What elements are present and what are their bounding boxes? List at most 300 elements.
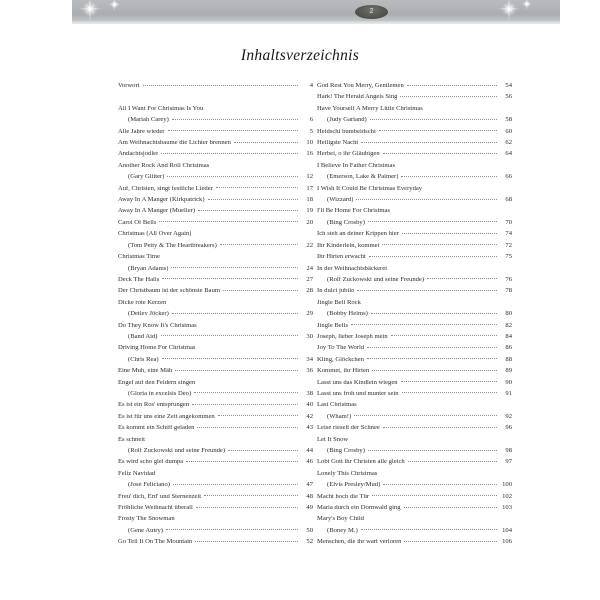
- toc-entry-page-number: 84: [505, 333, 512, 340]
- toc-entry-page-number: 103: [502, 505, 512, 512]
- toc-entry-title: (Gary Glitter): [128, 174, 165, 181]
- toc-entry[interactable]: [317, 505, 512, 516]
- toc-leader-dots: [400, 96, 497, 97]
- toc-entry[interactable]: [317, 288, 512, 299]
- toc-entry-title: (Detlev Jöcker): [128, 311, 169, 318]
- toc-entry-page-number: 72: [505, 242, 512, 249]
- toc-leader-dots: [354, 415, 497, 416]
- page-number-badge: 2: [355, 5, 388, 19]
- toc-entry[interactable]: [317, 186, 512, 197]
- toc-entry-title: Let It Snow: [317, 436, 349, 443]
- toc-entry-title: Another Rock And Roll Christmas: [118, 162, 210, 169]
- toc-entry-page-number: 98: [505, 448, 512, 454]
- toc-entry[interactable]: [118, 334, 313, 345]
- toc-entry[interactable]: [317, 117, 512, 128]
- toc-entry-title: (Mariah Carey): [128, 117, 169, 124]
- toc-entry[interactable]: [118, 220, 313, 231]
- toc-entry-title: Ich steh an deiner Krippen hier: [317, 231, 399, 238]
- toc-entry-page-number: 36: [306, 368, 313, 375]
- toc-leader-dots: [223, 290, 298, 291]
- toc-entry[interactable]: [317, 266, 512, 277]
- toc-entry[interactable]: [118, 186, 313, 197]
- toc-entry[interactable]: [317, 311, 512, 322]
- star-ray: [78, 8, 102, 9]
- toc-entry-title: I Wish It Could Be Christmas Everyday: [317, 185, 423, 192]
- toc-leader-dots: [172, 313, 298, 314]
- toc-entry-page-number: 78: [505, 288, 512, 295]
- toc-leader-dots: [186, 461, 298, 462]
- toc-entry-page-number: 64: [505, 151, 512, 158]
- toc-entry[interactable]: [317, 151, 512, 162]
- toc-leader-dots: [367, 347, 497, 348]
- toc-entry-title: Last Christmas: [317, 402, 357, 409]
- toc-leader-dots: [161, 335, 299, 336]
- toc-entry-title: (Bing Crosby): [327, 448, 365, 454]
- toc-entry-page-number: 34: [306, 356, 313, 363]
- toc-entry-title: Christmas Time: [118, 254, 160, 261]
- toc-entry-title: Lobt Gott ihr Christen alle gleich: [317, 459, 405, 466]
- toc-leader-dots: [357, 290, 497, 291]
- toc-leader-dots: [372, 495, 497, 496]
- page-title: Inhaltsverzeichnis: [240, 47, 360, 64]
- toc-entry-page-number: 92: [505, 413, 512, 420]
- toc-entry-page-number: 48: [306, 493, 313, 500]
- toc-leader-dots: [379, 130, 497, 131]
- toc-leader-dots: [171, 267, 298, 268]
- toc-leader-dots: [351, 324, 497, 325]
- toc-entry[interactable]: [317, 208, 512, 219]
- toc-entry-page-number: 62: [505, 140, 512, 147]
- toc-entry-title: Menschen, die ihr wart verloren: [317, 539, 402, 546]
- toc-entry-title: (Bing Crosby): [327, 219, 365, 226]
- toc-entry-page-number: 86: [505, 345, 512, 352]
- toc-entry[interactable]: [317, 220, 512, 231]
- toc-leader-dots: [369, 256, 497, 257]
- toc-entry-title: Kommet, ihr Hirten: [317, 368, 370, 375]
- toc-entry[interactable]: [317, 277, 512, 288]
- toc-entry-title: (Gloria in excelsis Deo): [128, 390, 192, 397]
- toc-entry[interactable]: [317, 231, 512, 242]
- toc-entry-title: (Wizzard): [327, 197, 354, 204]
- toc-entry-title: (José Feliciano): [128, 482, 170, 489]
- toc-entry[interactable]: [317, 357, 512, 368]
- toc-entry-page-number: 38: [306, 390, 313, 397]
- toc-leader-dots: [401, 176, 497, 177]
- toc-entry-title: (Rolf Zuckowski und seine Freunde): [327, 276, 425, 283]
- toc-entry-title: Deck The Halls: [118, 276, 160, 283]
- toc-entry[interactable]: [118, 516, 313, 527]
- toc-entry[interactable]: [317, 528, 512, 539]
- star-ray: [89, 0, 90, 22]
- toc-leader-dots: [234, 142, 298, 143]
- toc-entry[interactable]: [118, 243, 313, 254]
- toc-entry-page-number: 50: [306, 527, 313, 534]
- star-ray: [504, 4, 514, 14]
- toc-entry-title: Mary's Boy Child: [317, 516, 364, 523]
- toc-entry-title: Lasst uns das Kindlein wiegen: [317, 379, 398, 386]
- toc-entry-title: In dulci jubilo: [317, 288, 355, 295]
- toc-entry-title: Joseph, lieber Joseph mein: [317, 333, 388, 340]
- toc-leader-dots: [161, 153, 298, 154]
- toc-leader-dots: [196, 507, 298, 508]
- star-burst-left-small-icon: [108, 0, 121, 11]
- toc-entry[interactable]: [317, 106, 512, 117]
- toc-entry-title: Heiligste Nacht: [317, 140, 359, 147]
- toc-entry-title: Es ist ein Ros' entsprungen: [118, 402, 190, 409]
- toc-entry-page-number: 27: [306, 276, 313, 283]
- toc-leader-dots: [228, 450, 298, 451]
- toc-entry-page-number: 19: [306, 208, 313, 215]
- toc-leader-dots: [216, 187, 298, 188]
- toc-entry-title: Away In A Manger (Mueller): [118, 208, 196, 215]
- toc-entry-page-number: 10: [306, 140, 313, 147]
- toc-leader-dots: [370, 119, 497, 120]
- toc-entry-title: Kling, Glöckchen: [317, 356, 364, 363]
- star-ray: [111, 1, 117, 7]
- toc-entry[interactable]: [118, 494, 313, 505]
- toc-entry-title: Macht hoch die Tür: [317, 493, 370, 500]
- toc-entry[interactable]: [317, 368, 512, 379]
- toc-entry[interactable]: [317, 516, 512, 527]
- toc-entry-page-number: 42: [306, 413, 313, 420]
- toc-entry[interactable]: [118, 106, 313, 117]
- star-burst-right-large-icon: [497, 0, 521, 21]
- header-banner: [72, 0, 560, 24]
- toc-entry-page-number: 17: [306, 185, 313, 192]
- toc-entry[interactable]: [118, 163, 313, 174]
- toc-entry-page-number: 56: [505, 94, 512, 101]
- toc-entry-page-number: 89: [505, 368, 512, 375]
- toc-leader-dots: [172, 119, 298, 120]
- toc-entry[interactable]: [317, 243, 512, 254]
- toc-entry-page-number: 80: [505, 311, 512, 318]
- toc-entry-page-number: 90: [505, 379, 512, 386]
- toc-leader-dots: [208, 199, 298, 200]
- toc-entry-page-number: 104: [502, 527, 512, 534]
- toc-leader-dots: [159, 221, 298, 222]
- star-glow: [502, 2, 517, 17]
- toc-leader-dots: [194, 392, 298, 393]
- toc-entry[interactable]: [118, 368, 313, 379]
- toc-entry[interactable]: [118, 254, 313, 265]
- toc-entry[interactable]: [118, 208, 313, 219]
- toc-entry[interactable]: [317, 494, 512, 505]
- toc-entry-page-number: 40: [306, 402, 313, 409]
- toc-entry-page-number: 44: [306, 448, 313, 454]
- toc-entry[interactable]: [317, 402, 512, 413]
- toc-entry-title: (Bryan Adams): [128, 265, 169, 272]
- toc-entry-title: Leise rieselt der Schnee: [317, 425, 380, 432]
- toc-leader-dots: [391, 335, 497, 336]
- toc-entry-page-number: 20: [306, 219, 313, 226]
- toc-leader-dots: [162, 358, 298, 359]
- toc-entry[interactable]: [118, 528, 313, 539]
- toc-entry[interactable]: [118, 129, 313, 140]
- toc-entry-page-number: 30: [306, 333, 313, 340]
- toc-entry-title: Maria durch ein Dornwald ging: [317, 505, 401, 512]
- toc-entry-page-number: 18: [306, 197, 313, 204]
- toc-entry[interactable]: [317, 83, 512, 94]
- star-burst-left-large-icon: [77, 0, 103, 22]
- toc-entry-page-number: 54: [505, 83, 512, 89]
- toc-entry-page-number: 5: [309, 128, 313, 135]
- toc-entry-title: (Emerson, Lake & Palmer): [327, 174, 399, 181]
- toc-entry-title: (Bobby Helms): [327, 311, 368, 318]
- toc-entry-title: Eine Muh, eine Mäh: [118, 368, 173, 375]
- toc-entry[interactable]: [118, 197, 313, 208]
- toc-entry[interactable]: [317, 539, 512, 550]
- toc-entry-title: (Chris Rea): [128, 356, 159, 363]
- toc-entry-title: (Rolf Zuckowski und seine Freunde): [128, 448, 226, 454]
- toc-entry-title: (Gene Autry): [128, 527, 163, 534]
- toc-entry-title: Andachtsjodler: [118, 151, 159, 158]
- toc-entry[interactable]: [317, 345, 512, 356]
- toc-leader-dots: [175, 370, 298, 371]
- toc-entry[interactable]: [317, 425, 512, 436]
- toc-leader-dots: [372, 370, 497, 371]
- toc-entry-title: I'll Be Home For Christmas: [317, 208, 390, 215]
- toc-leader-dots: [143, 85, 299, 86]
- toc-entry-title: (Band Aid): [128, 333, 158, 340]
- star-ray: [504, 4, 514, 14]
- toc-leader-dots: [204, 495, 298, 496]
- toc-entry[interactable]: [118, 414, 313, 425]
- toc-entry-page-number: 82: [505, 322, 512, 329]
- toc-leader-dots: [167, 176, 298, 177]
- star-ray: [108, 3, 120, 4]
- toc-leader-dots: [220, 244, 298, 245]
- toc-entry-title: Auf, Christen, singt festliche Lieder: [118, 185, 213, 192]
- toc-entry[interactable]: [317, 129, 512, 140]
- toc-entry[interactable]: [317, 482, 512, 493]
- toc-leader-dots: [198, 210, 298, 211]
- toc-entry-title: Fröhliche Weihnacht überall: [118, 505, 193, 512]
- toc-entry[interactable]: [317, 323, 512, 334]
- toc-entry-page-number: 58: [505, 117, 512, 124]
- toc-leader-dots: [382, 244, 497, 245]
- toc-entry-title: Do They Know It's Christmas: [118, 322, 197, 329]
- toc-leader-dots: [361, 142, 497, 143]
- toc-leader-dots: [371, 313, 497, 314]
- star-glow: [523, 0, 530, 7]
- toc-entry-page-number: 4: [309, 83, 313, 89]
- star-glow: [110, 0, 118, 8]
- toc-entry-title: God Rest You Merry, Gentlemen: [317, 83, 404, 89]
- toc-entry-title: Es kommt ein Schiff geladen: [118, 425, 195, 432]
- toc-entry-title: Es wird scho glei dumpa: [118, 459, 184, 466]
- toc-leader-dots: [368, 221, 497, 222]
- toc-entry-page-number: 102: [502, 493, 512, 500]
- toc-leader-dots: [218, 415, 298, 416]
- toc-column-left: [118, 83, 313, 583]
- toc-entry-title: Hark! The Herald Angels Sing: [317, 94, 398, 101]
- toc-leader-dots: [197, 427, 298, 428]
- toc-entry-page-number: 97: [505, 459, 512, 466]
- toc-entry-title: (Wham!): [327, 413, 352, 420]
- toc-entry[interactable]: [118, 345, 313, 356]
- toc-entry[interactable]: [317, 380, 512, 391]
- toc-entry-title: Feliz Navidad: [118, 470, 156, 477]
- toc-entry-title: (Boney M.): [327, 527, 358, 534]
- table-of-contents: [0, 83, 600, 583]
- toc-entry-title: Freu' dich, Erd' und Sternenzelt: [118, 493, 202, 500]
- toc-leader-dots: [404, 507, 498, 508]
- toc-entry[interactable]: [317, 448, 512, 459]
- toc-entry[interactable]: [118, 391, 313, 402]
- toc-entry-title: Engel auf den Feldern singen: [118, 379, 196, 386]
- toc-entry[interactable]: [118, 151, 313, 162]
- star-burst-right-small-icon: [521, 0, 533, 10]
- toc-leader-dots: [402, 233, 497, 234]
- toc-entry-title: Jingle Bells: [317, 322, 348, 329]
- star-ray: [526, 0, 527, 10]
- toc-entry[interactable]: [317, 197, 512, 208]
- star-ray: [113, 0, 114, 11]
- toc-entry-page-number: 49: [306, 505, 313, 512]
- toc-entry-page-number: 106: [502, 539, 512, 546]
- toc-entry-page-number: 74: [505, 231, 512, 238]
- toc-entry[interactable]: [118, 311, 313, 322]
- toc-entry[interactable]: [317, 437, 512, 448]
- toc-entry-title: Dicke rote Kerzen: [118, 299, 167, 306]
- toc-leader-dots: [162, 278, 298, 279]
- toc-entry-title: Alle Jahre wieder: [118, 128, 165, 135]
- toc-entry-title: Have Yourself A Merry Little Christmas: [317, 105, 423, 112]
- toc-entry-title: Christmas (All Over Again): [118, 231, 192, 238]
- toc-entry[interactable]: [118, 448, 313, 459]
- toc-entry-title: I Believe In Father Christmas: [317, 162, 396, 169]
- toc-leader-dots: [401, 381, 497, 382]
- toc-entry-title: (Judy Garland): [327, 117, 367, 124]
- toc-entry-title: All I Want For Christmas Is You: [118, 105, 204, 112]
- toc-entry[interactable]: [118, 83, 313, 94]
- toc-entry-page-number: 6: [309, 117, 313, 124]
- toc-entry-title: (Elvis Presley/Mud): [327, 482, 381, 489]
- toc-column-right: [317, 83, 512, 583]
- toc-entry-page-number: 43: [306, 425, 313, 432]
- toc-entry[interactable]: [317, 414, 512, 425]
- toc-leader-dots: [173, 484, 298, 485]
- toc-spacer: [118, 94, 313, 105]
- toc-entry-page-number: 12: [306, 174, 313, 181]
- toc-entry-page-number: 91: [505, 390, 512, 397]
- toc-entry[interactable]: [317, 140, 512, 151]
- toc-entry[interactable]: [317, 163, 512, 174]
- toc-entry-page-number: 88: [505, 356, 512, 363]
- toc-entry[interactable]: [118, 459, 313, 470]
- toc-entry-title: Es schneit: [118, 436, 145, 443]
- toc-entry-title: Herbei, o ihr Gläubigen: [317, 151, 380, 158]
- toc-entry[interactable]: [118, 505, 313, 516]
- toc-entry-page-number: 46: [306, 459, 313, 466]
- toc-entry-title: Lonely This Christmas: [317, 470, 378, 477]
- toc-leader-dots: [168, 130, 298, 131]
- toc-entry-title: Away In A Manger (Kirkpatrick): [118, 197, 205, 204]
- toc-entry[interactable]: [118, 482, 313, 493]
- toc-entry[interactable]: [118, 140, 313, 151]
- toc-entry[interactable]: [118, 323, 313, 334]
- toc-entry-page-number: 47: [306, 482, 313, 489]
- toc-leader-dots: [356, 199, 497, 200]
- toc-entry[interactable]: [118, 288, 313, 299]
- toc-leader-dots: [166, 529, 298, 530]
- toc-entry[interactable]: [118, 174, 313, 185]
- toc-entry-title: Am Weihnachtsbaume die Lichter brennen: [118, 140, 231, 147]
- toc-entry-page-number: 96: [505, 425, 512, 432]
- toc-entry-page-number: 60: [505, 128, 512, 135]
- toc-entry[interactable]: [118, 277, 313, 288]
- toc-entry-title: Es ist für uns eine Zeit angekommen: [118, 413, 215, 420]
- star-ray: [85, 4, 96, 15]
- toc-entry[interactable]: [118, 117, 313, 128]
- toc-entry[interactable]: [118, 266, 313, 277]
- toc-entry-title: Driving Home For Christmas: [118, 345, 196, 352]
- toc-leader-dots: [408, 461, 497, 462]
- toc-leader-dots: [383, 484, 497, 485]
- toc-entry[interactable]: [317, 334, 512, 345]
- toc-entry-title: Joy To The World: [317, 345, 365, 352]
- toc-entry-page-number: 66: [505, 174, 512, 181]
- toc-leader-dots: [195, 541, 298, 542]
- toc-entry-page-number: 52: [306, 539, 313, 546]
- star-ray: [524, 1, 529, 6]
- toc-entry[interactable]: [317, 174, 512, 185]
- toc-entry-title: Frosty The Snowman: [118, 516, 175, 523]
- toc-entry[interactable]: [118, 539, 313, 550]
- toc-entry[interactable]: [118, 357, 313, 368]
- toc-leader-dots: [402, 392, 498, 393]
- toc-entry-page-number: 29: [306, 311, 313, 318]
- toc-leader-dots: [192, 404, 298, 405]
- toc-entry[interactable]: [118, 231, 313, 242]
- toc-entry-page-number: 28: [306, 288, 313, 295]
- toc-entry-title: (Tom Petty & The Heartbreakers): [128, 242, 217, 249]
- toc-entry[interactable]: [118, 402, 313, 413]
- star-ray: [521, 3, 532, 4]
- toc-entry[interactable]: [118, 437, 313, 448]
- toc-entry-title: Ihr Kinderlein, kommet: [317, 242, 380, 249]
- toc-entry-title: Go Tell It On The Mountain: [118, 539, 193, 546]
- toc-entry[interactable]: [118, 300, 313, 311]
- toc-entry[interactable]: [317, 300, 512, 311]
- toc-entry[interactable]: [118, 425, 313, 436]
- toc-leader-dots: [383, 153, 497, 154]
- toc-entry-page-number: 22: [306, 242, 313, 249]
- star-ray: [111, 1, 117, 7]
- toc-entry-title: Ihr Hirten erwacht: [317, 254, 366, 261]
- toc-entry-title: Vorwort: [118, 83, 140, 89]
- star-glow: [82, 1, 98, 17]
- toc-entry-title: Heidschi bumbeidschi: [317, 128, 376, 135]
- toc-leader-dots: [361, 529, 497, 530]
- toc-entry-page-number: 68: [505, 197, 512, 204]
- toc-leader-dots: [404, 541, 497, 542]
- toc-entry[interactable]: [317, 391, 512, 402]
- toc-entry[interactable]: [317, 254, 512, 265]
- toc-leader-dots: [427, 278, 497, 279]
- star-ray: [85, 4, 96, 15]
- toc-entry[interactable]: [118, 380, 313, 391]
- toc-leader-dots: [367, 358, 497, 359]
- toc-leader-dots: [368, 450, 497, 451]
- toc-entry[interactable]: [118, 471, 313, 482]
- toc-entry-page-number: 70: [505, 219, 512, 226]
- toc-leader-dots: [407, 85, 497, 86]
- toc-entry[interactable]: [317, 94, 512, 105]
- toc-entry-title: Der Christbaum ist der schönste Baum: [118, 288, 221, 295]
- toc-entry[interactable]: [317, 459, 512, 470]
- toc-entry[interactable]: [317, 471, 512, 482]
